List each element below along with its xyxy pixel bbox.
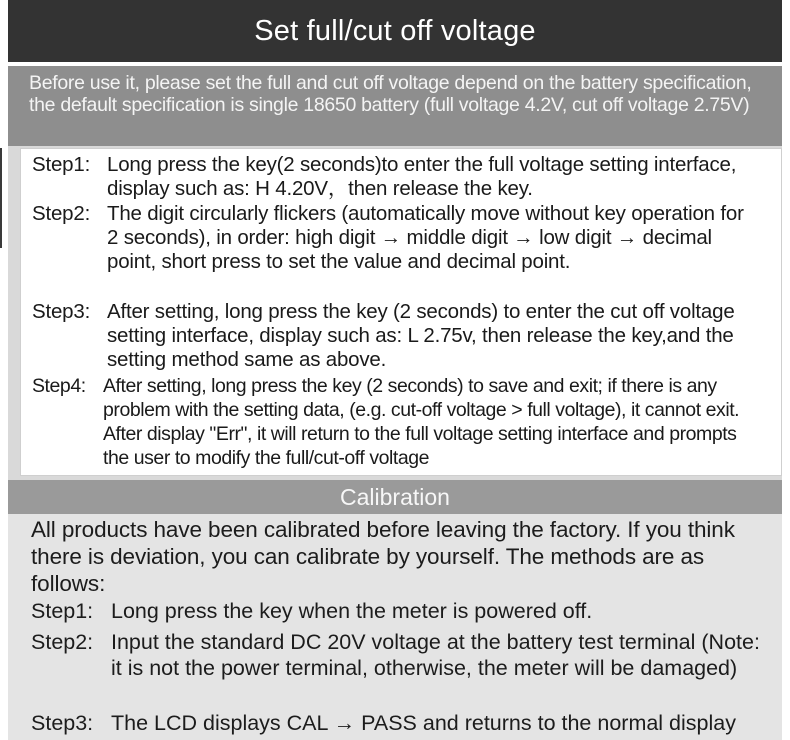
calibration-step-label: Step2: [31, 630, 94, 654]
step-text: After setting, long press the key (2 seconds) to enter the cut off voltage setting interface, display such as: L 2.75v, then release the key,and the setting method same as above. [107, 300, 735, 371]
page-edge-mark [0, 148, 2, 248]
step-label: Step3: [32, 300, 91, 323]
section-title: Set full/cut off voltage [254, 14, 536, 47]
calibration-step-label: Step3: [31, 711, 94, 735]
step-text: The digit circularly flickers (automatically move without key operation for 2 seconds), in order: high digit → middle digit → low digit → decimal point, short press to set the value and decimal point. [107, 202, 744, 273]
calibration-step-text: Input the standard DC 20V voltage at the battery test terminal (Note: it is not the power terminal, otherwise, the meter will be damaged) [111, 630, 760, 680]
section-title-bar [8, 0, 782, 62]
step-text: Long press the key(2 seconds)to enter the full voltage setting interface, display such as: H 4.20V，then release the key. [107, 153, 737, 200]
calibration-intro: All products have been calibrated before leaving the factory. If you think there is deviation, you can calibrate by yourself. The methods are as follows: [31, 517, 735, 596]
calibration-step-text: The LCD displays CAL → PASS and returns to the normal display [111, 711, 736, 735]
step-label: Step2: [32, 202, 91, 225]
title-divider [8, 62, 782, 65]
step-text: After setting, long press the key (2 seconds) to save and exit; if there is any problem with the setting data, (e.g. cut-off voltage > full voltage), it cannot exit. After display "Err", it will return to the full voltage setting interface and prompts the user to modify the full/cut-off voltage [103, 375, 740, 469]
calibration-step-text: Long press the key when the meter is powered off. [111, 599, 593, 623]
calibration-title: Calibration [340, 483, 450, 510]
step-label: Step4: [32, 375, 86, 397]
step-label: Step1: [32, 153, 91, 176]
intro-note: Before use it, please set the full and cut off voltage depend on the battery specification, the default specification is single 18650 battery (full voltage 4.2V, cut off voltage 2.75V) [8, 66, 782, 146]
calibration-title-bar [8, 480, 782, 514]
calibration-step-label: Step1: [31, 599, 94, 623]
